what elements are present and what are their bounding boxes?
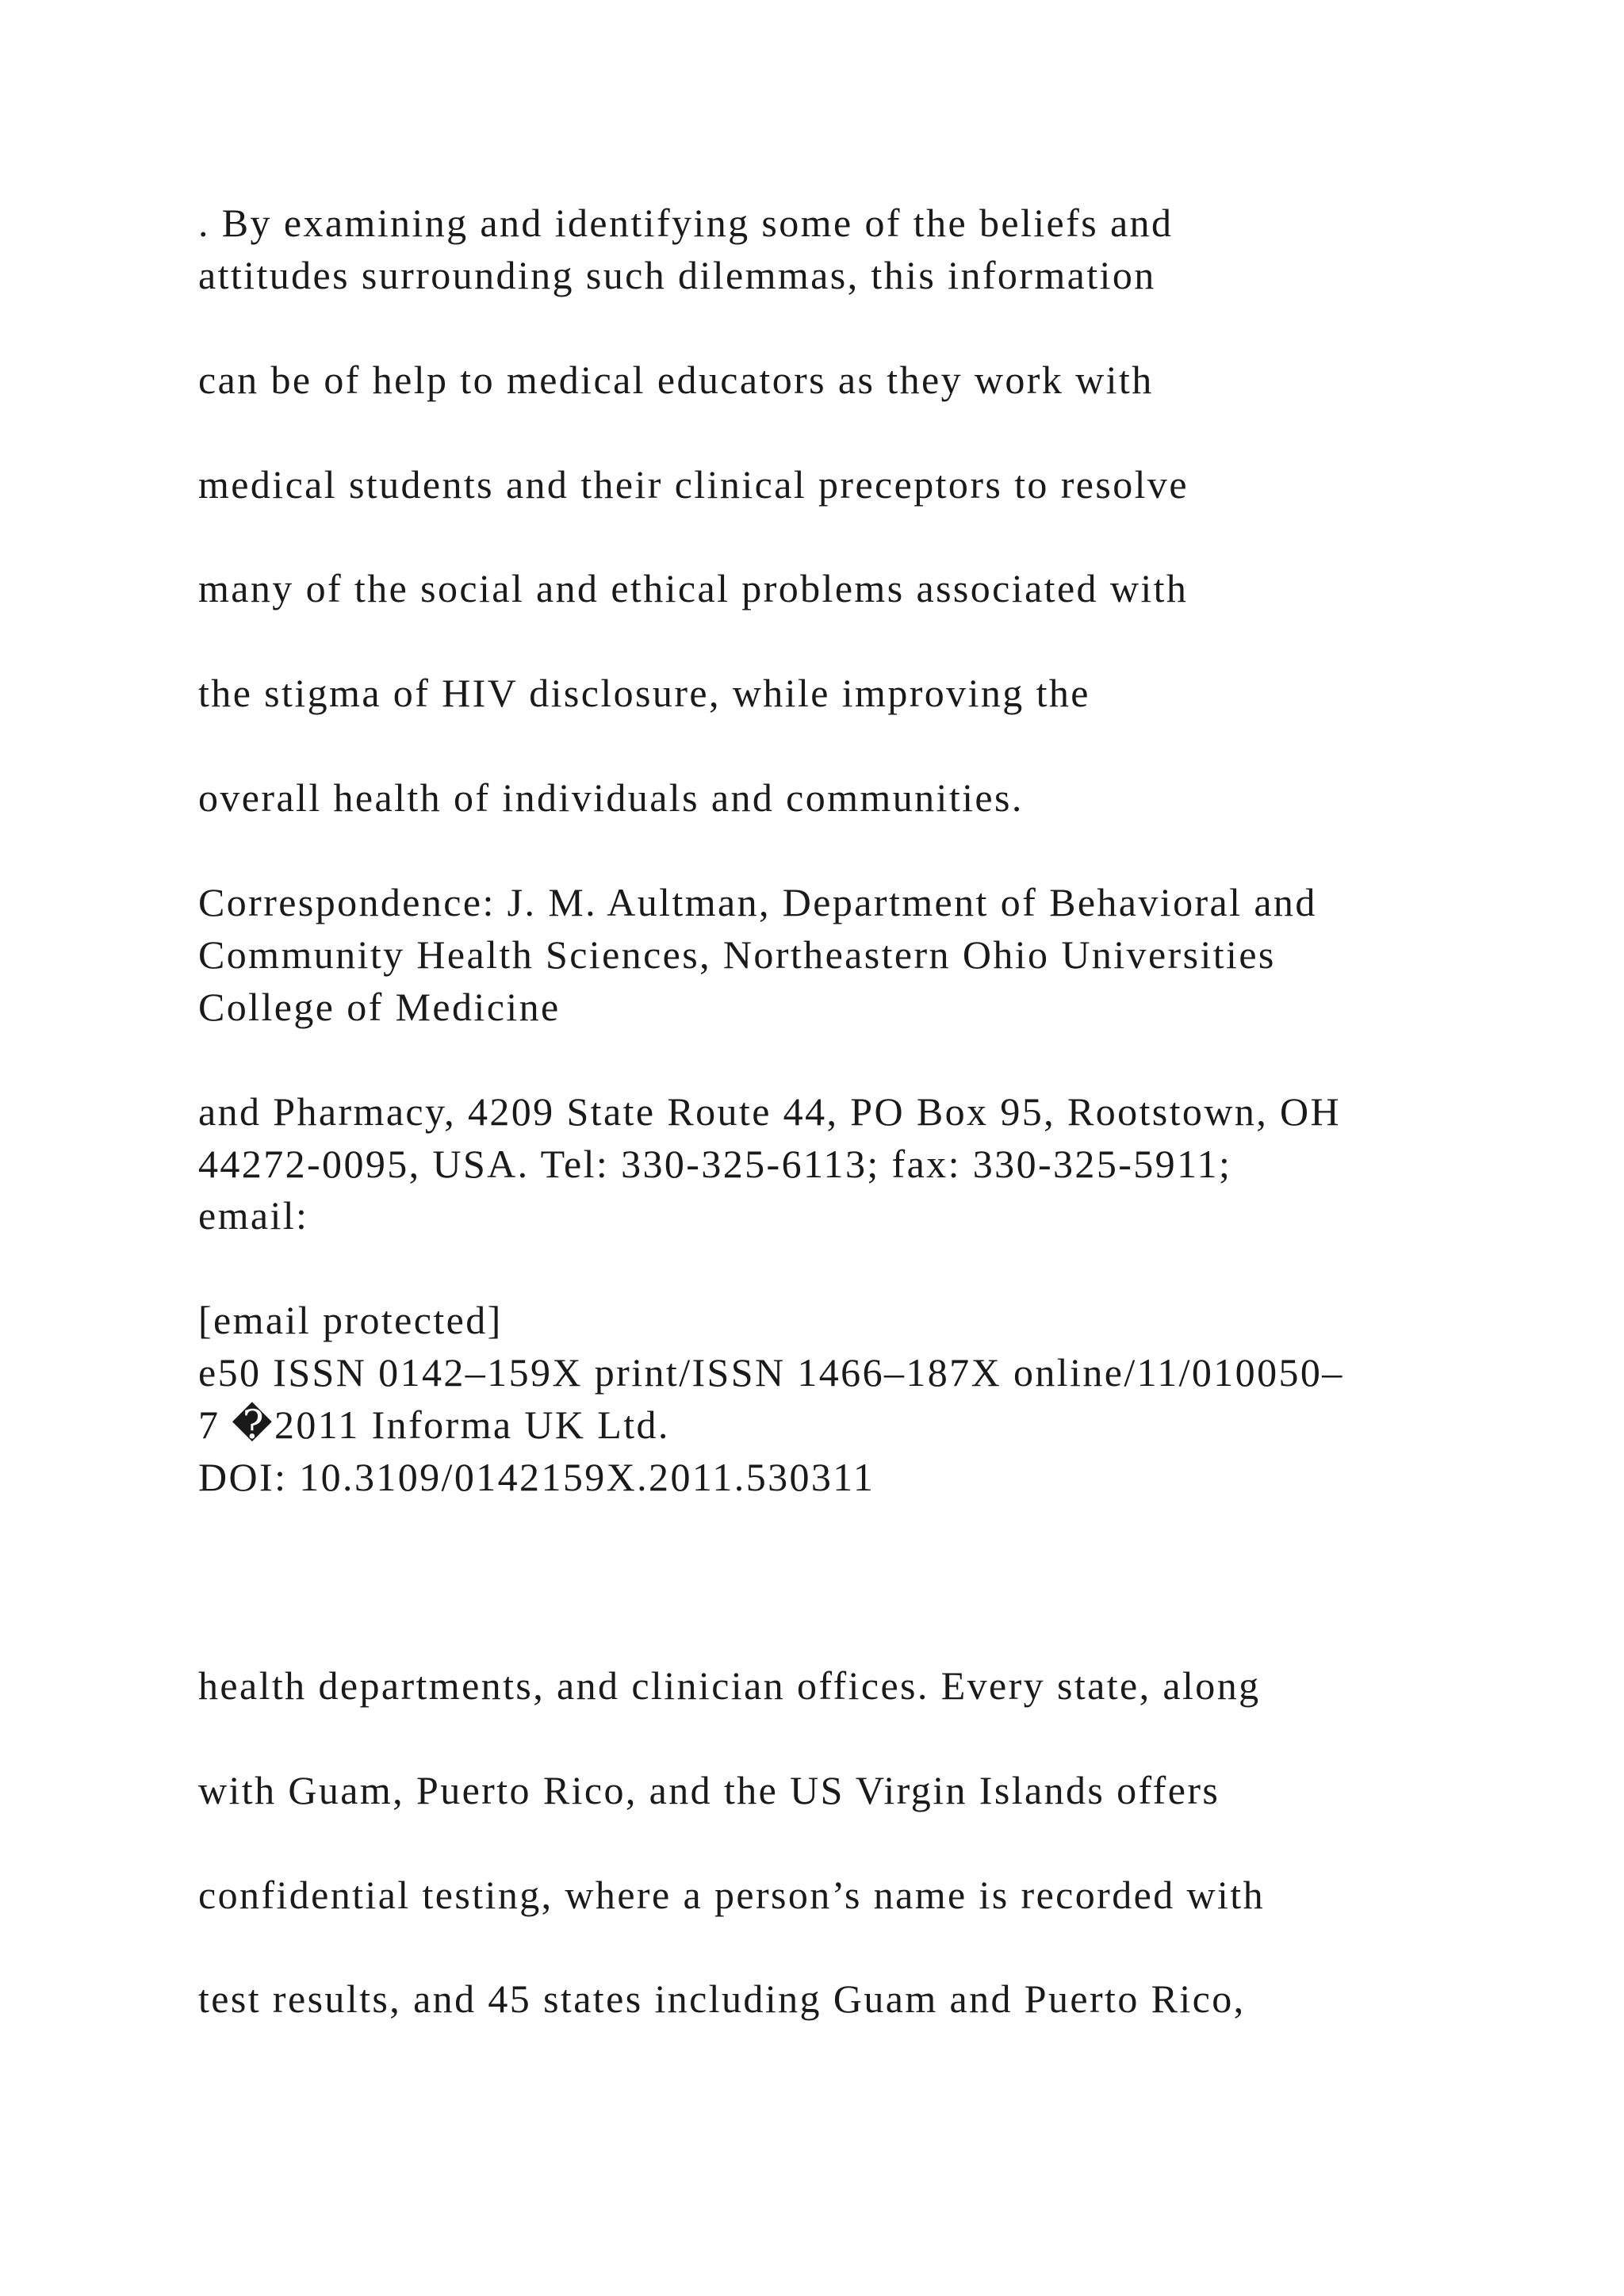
text-line: test results, and 45 states including Guam and Puerto Rico, (198, 1976, 1246, 2021)
text-line: many of the social and ethical problems associated with (198, 566, 1189, 610)
correspondence-line: College of Medicine (198, 985, 561, 1029)
correspondence-line: Community Health Sciences, Northeastern Ohio Universities (198, 932, 1276, 977)
correspondence-line: Correspondence: J. M. Aultman, Department of Behavioral and (198, 880, 1317, 924)
text-line: attitudes surrounding such dilemmas, this information (198, 253, 1156, 297)
copyright-line: 7 �2011 Informa UK Ltd. (198, 1402, 670, 1447)
text-line: overall health of individuals and communities. (198, 775, 1024, 820)
address-line: and Pharmacy, 4209 State Route 44, PO Box 95, Rootstown, OH (198, 1089, 1342, 1134)
text-line: health departments, and clinician offices. Every state, along (198, 1663, 1261, 1708)
email-line: [email protected] (198, 1298, 503, 1342)
issn-line: e50 ISSN 0142–159X print/ISSN 1466–187X online/11/010050– (198, 1350, 1344, 1395)
address-line: 44272-0095, USA. Tel: 330-325-6113; fax: 330-325-5911; (198, 1142, 1232, 1186)
text-line: can be of help to medical educators as they work with (198, 358, 1154, 402)
text-line: confidential testing, where a person’s name is recorded with (198, 1873, 1266, 1917)
text-line: the stigma of HIV disclosure, while improving the (198, 671, 1090, 715)
address-line: email: (198, 1193, 309, 1238)
text-line: . By examining and identifying some of the beliefs and (198, 201, 1174, 245)
doi-line: DOI: 10.3109/0142159X.2011.530311 (198, 1455, 875, 1499)
text-line: with Guam, Puerto Rico, and the US Virgin Islands offers (198, 1768, 1220, 1812)
text-line: medical students and their clinical preceptors to resolve (198, 462, 1189, 507)
